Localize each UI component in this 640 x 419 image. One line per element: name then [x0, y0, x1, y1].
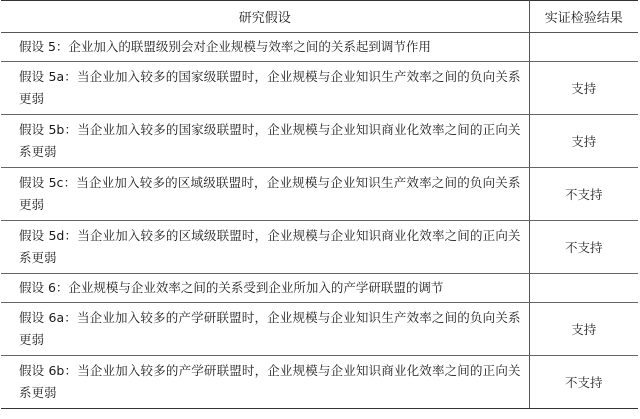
hypothesis-cell: 假设 6b：当企业加入较多的产学研联盟时，企业规模与企业知识商业化效率之间的正向关系更弱 — [1, 356, 529, 409]
table-body — [1, 33, 638, 409]
table-header — [1, 1, 638, 33]
hypothesis-cell: 假设 6：企业规模与企业效率之间的关系受到企业所加入的产学研联盟的调节 — [1, 274, 529, 303]
header-hypothesis: 研究假设 — [1, 1, 529, 33]
table-row — [1, 274, 638, 303]
header-result: 实证检验结果 — [529, 1, 638, 33]
result-cell: 支持 — [529, 115, 638, 168]
table-row — [1, 33, 638, 62]
hypothesis-cell: 假设 5a：当企业加入较多的国家级联盟时，企业规模与企业知识生产效率之间的负向关系更弱 — [1, 62, 529, 115]
table-row — [1, 168, 638, 221]
result-cell — [529, 33, 638, 62]
hypothesis-cell: 假设 5：企业加入的联盟级别会对企业规模与效率之间的关系起到调节作用 — [1, 33, 529, 62]
hypothesis-cell: 假设 5c：当企业加入较多的区域级联盟时，企业规模与企业知识生产效率之间的负向关系更弱 — [1, 168, 529, 221]
hypothesis-cell: 假设 5b：当企业加入较多的国家级联盟时，企业规模与企业知识商业化效率之间的正向关系更弱 — [1, 115, 529, 168]
result-cell: 不支持 — [529, 221, 638, 274]
table-row — [1, 115, 638, 168]
hypothesis-cell: 假设 5d：当企业加入较多的区域级联盟时，企业规模与企业知识商业化效率之间的正向关系更弱 — [1, 221, 529, 274]
result-cell: 不支持 — [529, 168, 638, 221]
table-row — [1, 221, 638, 274]
table-row — [1, 303, 638, 356]
result-cell: 支持 — [529, 62, 638, 115]
hypothesis-cell: 假设 6a：当企业加入较多的产学研联盟时，企业规模与企业知识生产效率之间的负向关系更弱 — [1, 303, 529, 356]
result-cell: 支持 — [529, 303, 638, 356]
header-row — [1, 1, 638, 33]
table-row — [1, 62, 638, 115]
table-row — [1, 356, 638, 409]
hypothesis-results-table — [1, 0, 638, 409]
result-cell — [529, 274, 638, 303]
result-cell: 不支持 — [529, 356, 638, 409]
